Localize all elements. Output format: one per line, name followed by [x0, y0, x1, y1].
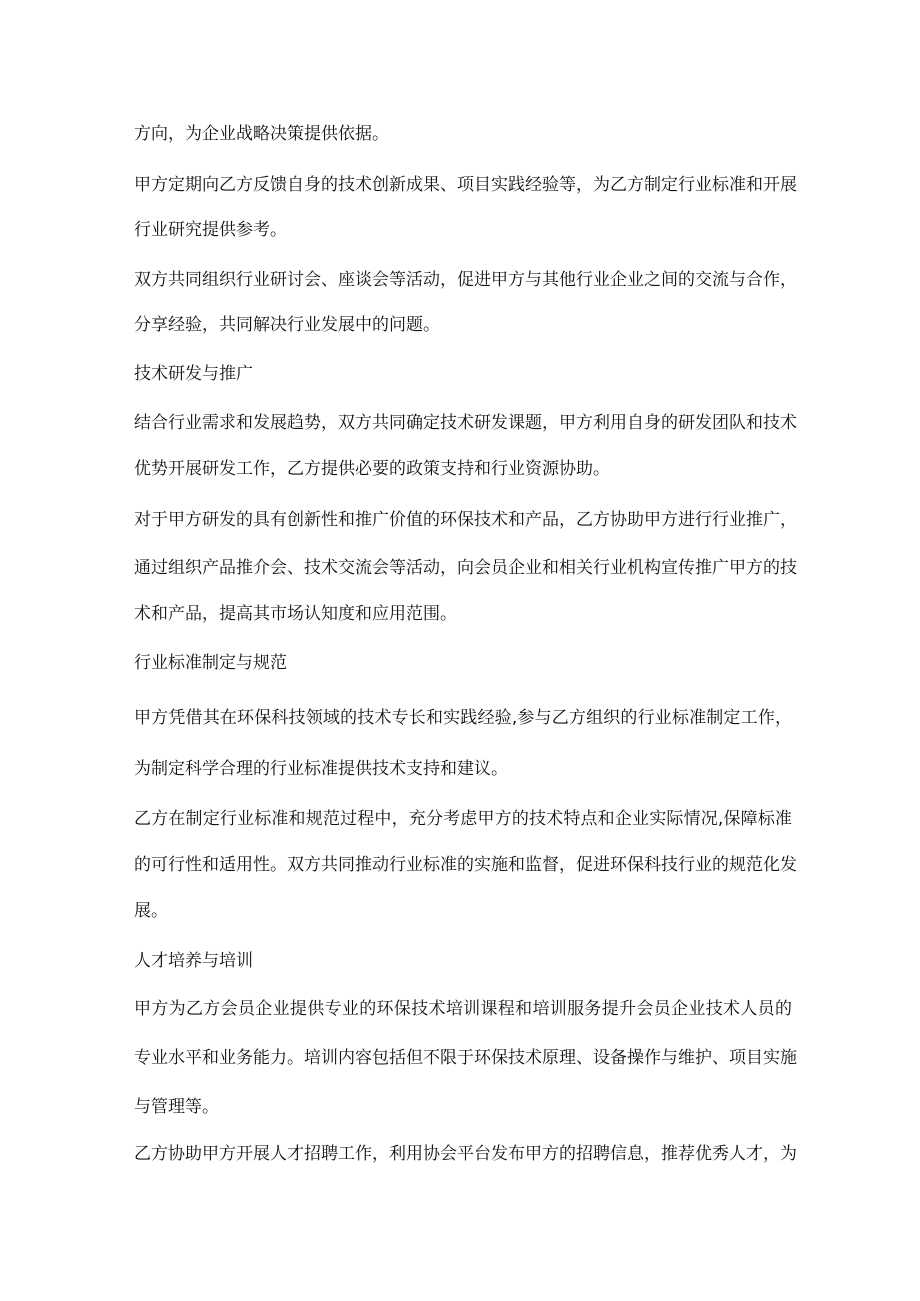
text-line: 分享经验，共同解决行业发展中的问题。 — [134, 315, 440, 335]
text-line: 结合行业需求和发展趋势，双方共同确定技术研发课题，甲方利用自身的研发团队和技术 — [134, 413, 797, 433]
text-line: 方向，为企业战略决策提供依据。 — [134, 124, 389, 144]
section-heading: 技术研发与推广 — [134, 364, 253, 384]
text-line: 甲方凭借其在环保科技领域的技术专长和实践经验,参与乙方组织的行业标准制定工作， — [134, 708, 792, 728]
text-line: 为制定科学合理的行业标准提供技术支持和建议。 — [134, 759, 508, 779]
text-line: 乙方协助甲方开展人才招聘工作，利用协会平台发布甲方的招聘信息，推荐优秀人才，为 — [134, 1144, 797, 1164]
text-line: 专业水平和业务能力。培训内容包括但不限于环保技术原理、设备操作与维护、项目实施 — [134, 1048, 797, 1068]
text-line: 优势开展研发工作，乙方提供必要的政策支持和行业资源协助。 — [134, 459, 610, 479]
text-line: 甲方为乙方会员企业提供专业的环保技术培训课程和培训服务提升会员企业技术人员的 — [134, 999, 792, 1019]
section-heading: 行业标准制定与规范 — [134, 653, 287, 673]
text-line: 术和产品，提高其市场认知度和应用范围。 — [134, 604, 457, 624]
text-line: 与管理等。 — [134, 1097, 219, 1117]
text-line: 甲方定期向乙方反馈自身的技术创新成果、项目实践经验等，为乙方制定行业标准和开展 — [134, 175, 797, 195]
section-heading: 人才培养与培训 — [134, 951, 253, 971]
text-line: 的可行性和适用性。双方共同推动行业标准的实施和监督，促进环保科技行业的规范化发 — [134, 855, 797, 875]
text-line: 通过组织产品推介会、技术交流会等活动，向会员企业和相关行业机构宣传推广甲方的技 — [134, 558, 797, 578]
text-line: 行业研究提供参考。 — [134, 220, 287, 240]
text-line: 对于甲方研发的具有创新性和推广价值的环保技术和产品，乙方协助甲方进行行业推广， — [134, 510, 797, 530]
text-line: 双方共同组织行业研讨会、座谈会等活动，促进甲方与其他行业企业之间的交流与合作， — [134, 270, 797, 290]
text-line: 展。 — [134, 901, 168, 921]
text-line: 乙方在制定行业标准和规范过程中，充分考虑甲方的技术特点和企业实际情况,保障标准 — [134, 809, 792, 829]
